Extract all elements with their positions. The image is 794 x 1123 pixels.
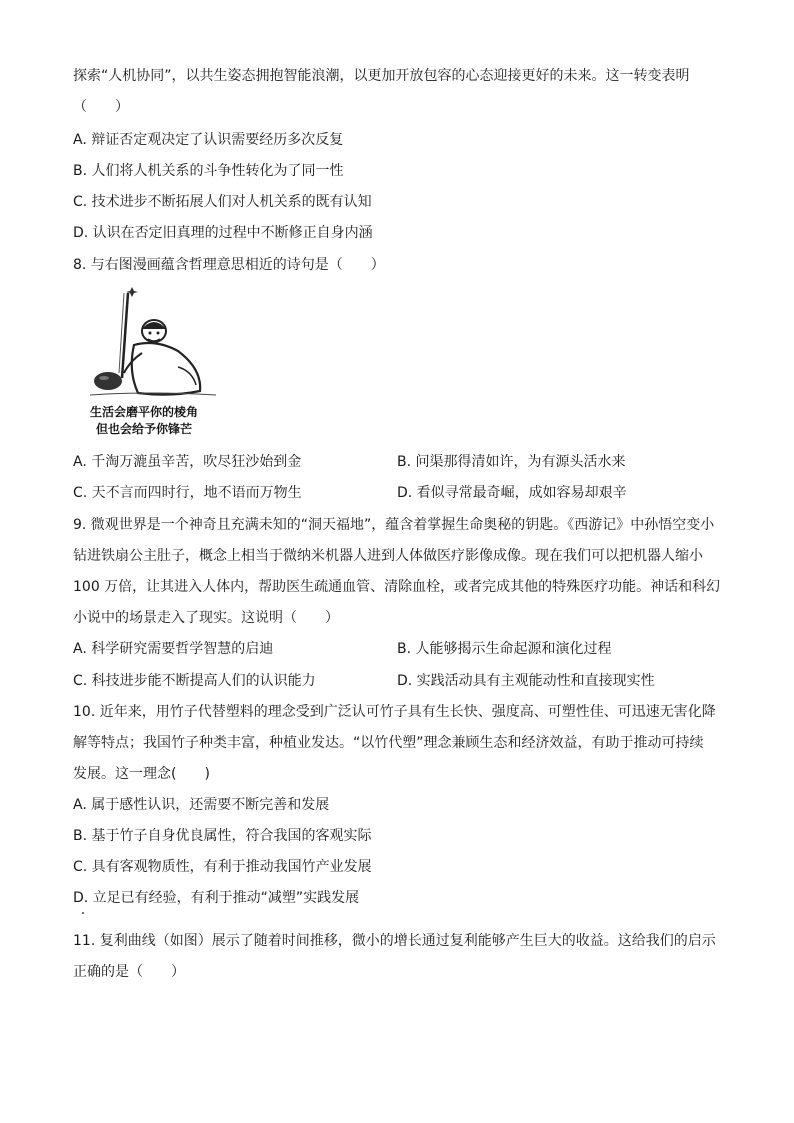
comic-caption-line-1: 生活会磨平你的棱角	[90, 405, 199, 419]
option-d: D. 立足已有经验，有利于推动“减塑”实践发展	[73, 890, 360, 906]
comic-illustration	[82, 283, 222, 438]
option-a: A. 属于感性认识，还需要不断完善和发展	[73, 797, 330, 813]
comic-caption-line-2: 但也会给予你锋芒	[96, 422, 193, 436]
option-c: C. 天不言而四时行，地不语而万物生	[73, 485, 302, 501]
answer-blank: （ ）	[73, 99, 129, 115]
option-a: A. 科学研究需要哲学智慧的启迪	[73, 641, 274, 657]
question-stem-line: 正确的是（ ）	[73, 964, 185, 980]
option-d: D. 认识在否定旧真理的过程中不断修正自身内涵	[73, 225, 373, 241]
option-b: B. 问渠那得清如许，为有源头活水来	[397, 454, 626, 470]
question-stem-line: 100 万倍，让其进入人体内，帮助医生疏通血管、清除血栓，或者完成其他的特殊医疗功能。神话和科幻	[73, 579, 721, 595]
option-a: A. 千淘万漉虽辛苦，吹尽狂沙始到金	[73, 454, 302, 470]
option-b: B. 基于竹子自身优良属性，符合我国的客观实际	[73, 828, 372, 844]
question-stem-line: 解等特点；我国竹子种类丰富，种植业发达。“以竹代塑”理念兼顾生态和经济效益，有助于推动可持续	[73, 735, 704, 751]
question-stem-line: 小说中的场景走入了现实。这说明（ ）	[73, 610, 339, 626]
option-b: B. 人们将人机关系的斗争性转化为了同一性	[73, 163, 344, 179]
option-d: D. 实践活动具有主观能动性和直接现实性	[397, 673, 655, 689]
intro-line: 探索“人机协同”，以共生姿态拥抱智能浪潮，以更加开放包容的心态迎接更好的未来。这一转变表明	[73, 68, 690, 84]
question-stem-line: 11. 复利曲线（如图）展示了随着时间推移，微小的增长通过复利能够产生巨大的收益。这给我们的启示	[73, 933, 716, 949]
question-stem-line: 10. 近年来，用竹子代替塑料的理念受到广泛认可竹子具有生长快、强度高、可塑性佳、可迅速无害化降	[73, 704, 716, 720]
stray-dot	[82, 912, 84, 914]
question-stem-line: 发展。这一理念( )	[73, 766, 210, 782]
option-c: C. 科技进步能不断提高人们的认识能力	[73, 673, 316, 689]
option-d: D. 看似寻常最奇崛，成如容易却艰辛	[397, 485, 627, 501]
question-stem: 8. 与右图漫画蕴含哲理意思相近的诗句是（ ）	[73, 257, 385, 273]
option-a: A. 辩证否定观决定了认识需要经历多次反复	[73, 132, 344, 148]
question-stem-line: 9. 微观世界是一个神奇且充满未知的“洞天福地”，蕴含着掌握生命奥秘的钥匙。《西游记》中孙悟空变小	[73, 517, 715, 533]
option-c: C. 具有客观物质性，有利于推动我国竹产业发展	[73, 859, 372, 875]
option-b: B. 人能够揭示生命起源和演化过程	[397, 641, 612, 657]
option-c: C. 技术进步不断拓展人们对人机关系的既有认知	[73, 194, 372, 210]
question-stem-line: 钻进铁扇公主肚子，概念上相当于微纳米机器人进到人体做医疗影像成像。现在我们可以把机器人缩小	[73, 548, 703, 564]
